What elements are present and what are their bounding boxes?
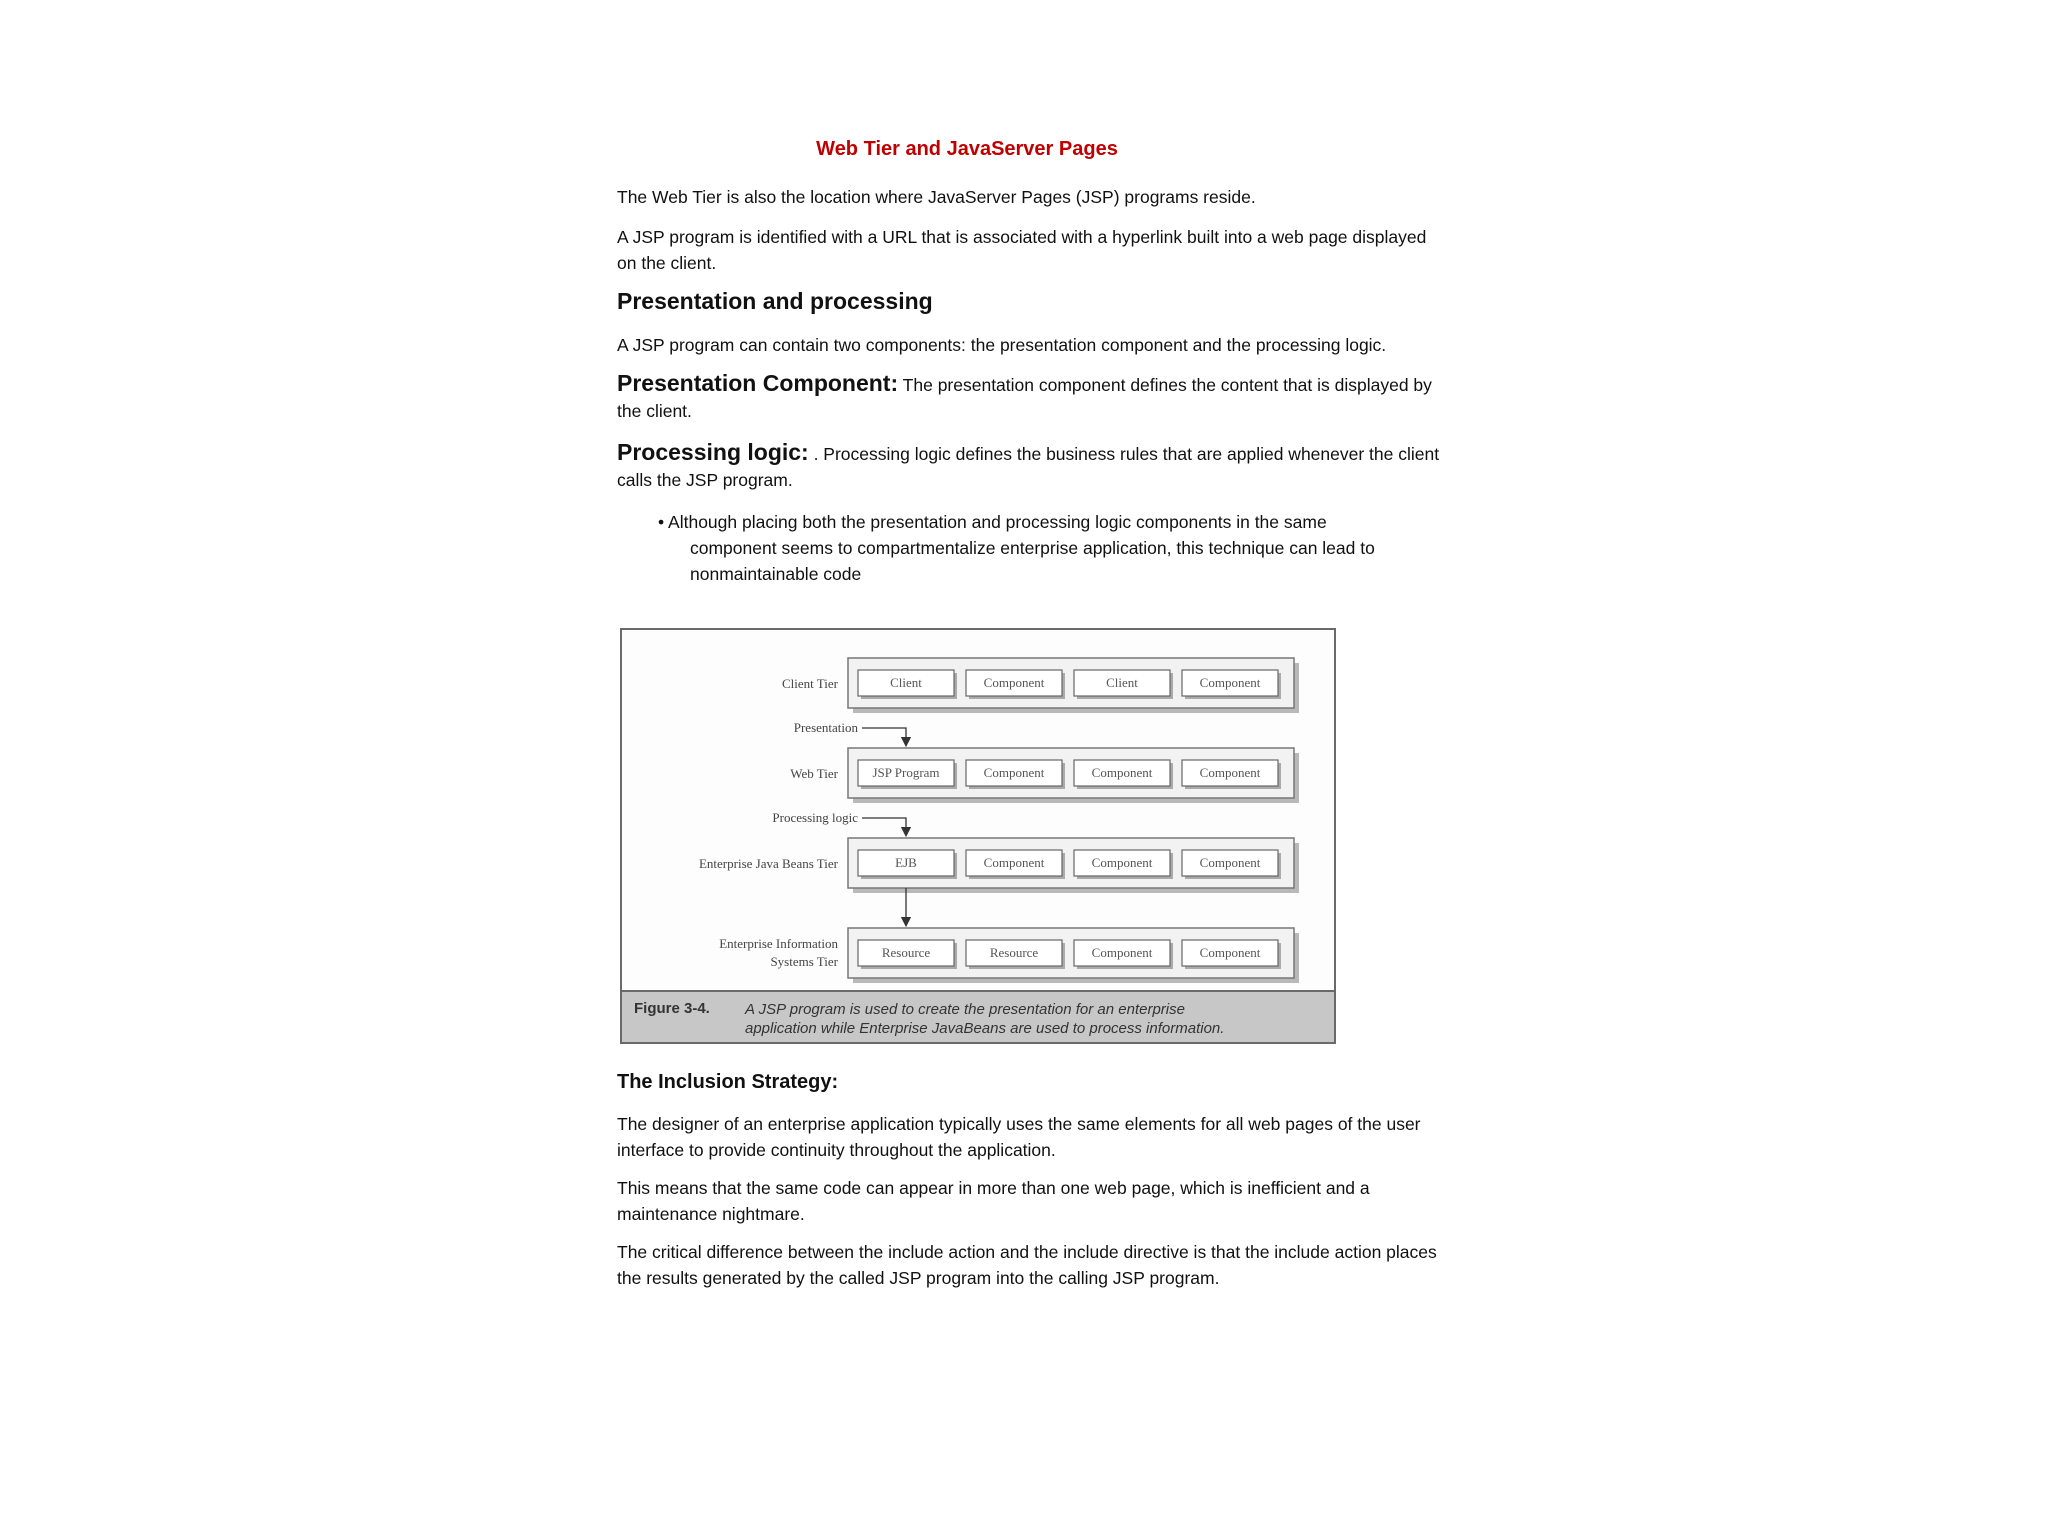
presentation-connector-label: Presentation xyxy=(793,720,858,735)
processing-paragraph xyxy=(617,439,1447,493)
component-box-label: Client xyxy=(1106,675,1138,690)
inclusion-paragraph-1: The designer of an enterprise application typically uses the same elements for all web pages of the user interface to provide continuity throughout the application. xyxy=(617,1114,1421,1160)
component-box-label: Client xyxy=(890,675,922,690)
intro-paragraph-1: The Web Tier is also the location where JavaServer Pages (JSP) programs reside. xyxy=(617,187,1256,207)
architecture-figure xyxy=(620,628,1336,1044)
component-box-label: JSP Program xyxy=(872,765,940,780)
component-box-label: Resource xyxy=(881,945,931,960)
component-box-label: Component xyxy=(1091,855,1153,870)
bullet-line-1: Although placing both the presentation and processing logic components in the same xyxy=(668,512,1327,532)
section-paragraph: A JSP program can contain two components: the presentation component and the processing logic. xyxy=(617,335,1387,355)
tier-label: Enterprise Information xyxy=(719,936,838,951)
component-box-label: Component xyxy=(1199,675,1261,690)
component-box-label: Component xyxy=(1091,765,1153,780)
component-box-label: Component xyxy=(1199,945,1261,960)
tier-label: Web Tier xyxy=(790,766,838,781)
component-box-label: EJB xyxy=(895,855,917,870)
processing-label: Processing logic: xyxy=(617,439,809,465)
component-box-label: Component xyxy=(983,855,1045,870)
section-heading: Presentation and processing xyxy=(617,288,933,314)
intro-paragraph-2: A JSP program is identified with a URL that is associated with a hyperlink built into a web page displayed on the client. xyxy=(617,227,1427,273)
connector-arrow xyxy=(862,728,906,742)
inclusion-paragraph-2: This means that the same code can appear in more than one web page, which is inefficient and a maintenance nightmare. xyxy=(617,1178,1370,1224)
connector-arrow xyxy=(862,818,906,832)
caption-label: Figure 3-4. xyxy=(634,1000,710,1017)
tier-label: Client Tier xyxy=(782,676,838,691)
component-box-label: Component xyxy=(983,765,1045,780)
tier-label: Enterprise Java Beans Tier xyxy=(698,856,838,871)
processing-text: . Processing logic defines the business rules that are applied whenever the client calls the JSP program. xyxy=(617,444,1440,490)
presentation-label: Presentation Component: xyxy=(617,370,899,396)
inclusion-heading: The Inclusion Strategy: xyxy=(617,1071,839,1093)
presentation-text: The presentation component defines the content that is displayed by the client. xyxy=(617,375,1432,421)
component-box-label: Component xyxy=(1091,945,1153,960)
processing-logic-connector-label: Processing logic xyxy=(772,810,858,825)
bullet-item xyxy=(658,509,1448,587)
page-title: Web Tier and JavaServer Pages xyxy=(816,138,1118,160)
tier-diagram xyxy=(622,630,1334,990)
caption-line-1: A JSP program is used to create the presentation for an enterprise xyxy=(745,1001,1185,1018)
bullet-line-2: component seems to compartmentalize enterprise application, this technique can lead to xyxy=(690,538,1375,558)
component-box-label: Resource xyxy=(989,945,1039,960)
component-box-label: Component xyxy=(983,675,1045,690)
figure-caption xyxy=(622,990,1334,1042)
bullet-marker: • xyxy=(658,512,665,532)
inclusion-paragraph-3: The critical difference between the include action and the include directive is that the include action places the results generated by the called JSP program into the calling JSP program. xyxy=(617,1242,1437,1288)
caption-text xyxy=(745,1000,1325,1038)
tier-label-line-2: Systems Tier xyxy=(770,954,838,969)
component-box-label: Component xyxy=(1199,855,1261,870)
caption-line-2: application while Enterprise JavaBeans are used to process information. xyxy=(745,1020,1225,1037)
presentation-paragraph xyxy=(617,370,1447,424)
component-box-label: Component xyxy=(1199,765,1261,780)
bullet-line-3: nonmaintainable code xyxy=(690,564,862,584)
